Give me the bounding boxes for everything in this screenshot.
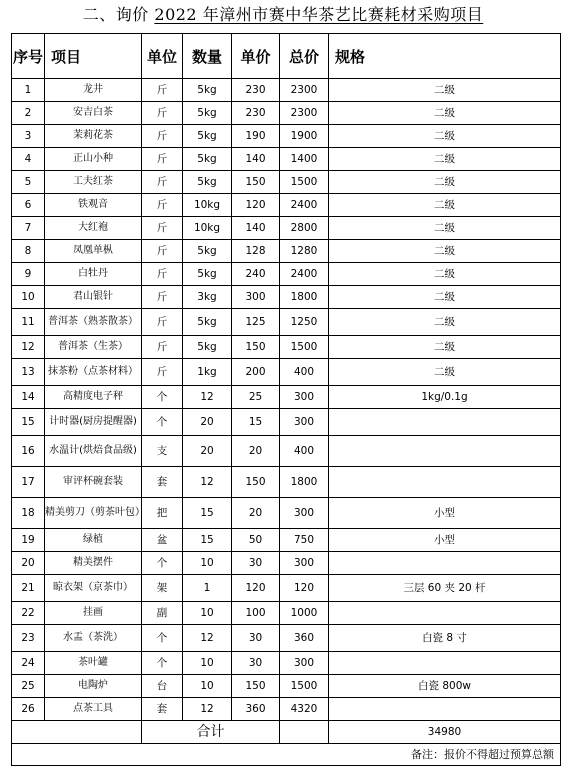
cell-item: 君山银针 [45, 286, 142, 309]
cell-unit: 台 [142, 675, 183, 698]
cell-qty: 1 [183, 575, 232, 602]
cell-unit: 斤 [142, 359, 183, 386]
cell-total: 1250 [280, 309, 329, 336]
table-row [12, 171, 561, 194]
cell-price: 140 [232, 148, 280, 171]
cell-price: 120 [232, 194, 280, 217]
cell-no: 20 [12, 552, 45, 575]
cell-total: 300 [280, 498, 329, 529]
cell-total: 2300 [280, 79, 329, 102]
cell-spec: 白瓷 800w [329, 675, 561, 698]
cell-total: 2800 [280, 217, 329, 240]
total-blank-2 [280, 721, 329, 744]
header-total: 总价 [280, 34, 329, 79]
cell-spec: 二级 [329, 194, 561, 217]
table-row [12, 194, 561, 217]
cell-unit: 套 [142, 467, 183, 498]
cell-total: 2300 [280, 102, 329, 125]
cell-qty: 12 [183, 467, 232, 498]
table-row [12, 359, 561, 386]
document-title [0, 2, 566, 25]
cell-item: 抹茶粉（点茶材料） [45, 359, 142, 386]
cell-no: 5 [12, 171, 45, 194]
cell-spec: 小型 [329, 529, 561, 552]
cell-no: 17 [12, 467, 45, 498]
table-row [12, 102, 561, 125]
cell-qty: 20 [183, 409, 232, 436]
table-row [12, 286, 561, 309]
cell-price: 125 [232, 309, 280, 336]
cell-spec [329, 602, 561, 625]
cell-price: 150 [232, 336, 280, 359]
cell-spec: 小型 [329, 498, 561, 529]
total-label: 合计 [142, 721, 280, 744]
cell-total: 2400 [280, 194, 329, 217]
cell-unit: 斤 [142, 240, 183, 263]
cell-total: 4320 [280, 698, 329, 721]
cell-qty: 10 [183, 652, 232, 675]
cell-no: 4 [12, 148, 45, 171]
cell-no: 11 [12, 309, 45, 336]
cell-unit: 斤 [142, 125, 183, 148]
cell-no: 12 [12, 336, 45, 359]
cell-spec: 二级 [329, 125, 561, 148]
cell-unit: 斤 [142, 148, 183, 171]
cell-price: 50 [232, 529, 280, 552]
cell-item: 凤凰单枞 [45, 240, 142, 263]
cell-item: 精美剪刀（剪茶叶包） [45, 498, 142, 529]
cell-qty: 5kg [183, 263, 232, 286]
note-row [12, 744, 561, 766]
cell-no: 9 [12, 263, 45, 286]
cell-qty: 5kg [183, 102, 232, 125]
cell-price: 240 [232, 263, 280, 286]
table-row [12, 240, 561, 263]
cell-total: 300 [280, 652, 329, 675]
cell-no: 18 [12, 498, 45, 529]
table-row [12, 386, 561, 409]
cell-total: 1000 [280, 602, 329, 625]
cell-no: 1 [12, 79, 45, 102]
table-row [12, 309, 561, 336]
cell-unit: 个 [142, 652, 183, 675]
cell-price: 150 [232, 467, 280, 498]
cell-total: 1800 [280, 467, 329, 498]
cell-item: 茉莉花茶 [45, 125, 142, 148]
cell-spec: 二级 [329, 359, 561, 386]
table-row [12, 409, 561, 436]
cell-no: 16 [12, 436, 45, 467]
cell-total: 300 [280, 552, 329, 575]
cell-spec: 二级 [329, 148, 561, 171]
cell-item: 晾衣架（京茶巾） [45, 575, 142, 602]
cell-no: 26 [12, 698, 45, 721]
cell-no: 8 [12, 240, 45, 263]
cell-item: 挂画 [45, 602, 142, 625]
table-row [12, 625, 561, 652]
cell-item: 计时器(厨房提醒器) [45, 409, 142, 436]
cell-price: 140 [232, 217, 280, 240]
cell-total: 1400 [280, 148, 329, 171]
cell-no: 22 [12, 602, 45, 625]
cell-spec [329, 409, 561, 436]
cell-total: 1500 [280, 336, 329, 359]
cell-unit: 架 [142, 575, 183, 602]
cell-spec: 三层 60 夹 20 杆 [329, 575, 561, 602]
cell-no: 3 [12, 125, 45, 148]
total-value: 34980 [329, 721, 561, 744]
table-row [12, 436, 561, 467]
cell-item: 水温计(烘焙食品级) [45, 436, 142, 467]
cell-price: 20 [232, 498, 280, 529]
cell-spec: 二级 [329, 171, 561, 194]
cell-total: 1500 [280, 171, 329, 194]
note: 备注：报价不得超过预算总额 [12, 744, 561, 766]
cell-no: 25 [12, 675, 45, 698]
cell-qty: 10kg [183, 194, 232, 217]
cell-price: 30 [232, 625, 280, 652]
cell-spec: 二级 [329, 286, 561, 309]
cell-qty: 10 [183, 552, 232, 575]
cell-total: 1500 [280, 675, 329, 698]
cell-item: 审评杯碗套装 [45, 467, 142, 498]
cell-spec: 二级 [329, 336, 561, 359]
cell-unit: 斤 [142, 336, 183, 359]
cell-unit: 个 [142, 625, 183, 652]
cell-no: 21 [12, 575, 45, 602]
cell-unit: 把 [142, 498, 183, 529]
cell-unit: 斤 [142, 79, 183, 102]
cell-unit: 套 [142, 698, 183, 721]
cell-no: 2 [12, 102, 45, 125]
cell-item: 普洱茶（熟茶散茶） [45, 309, 142, 336]
cell-qty: 10 [183, 675, 232, 698]
cell-no: 6 [12, 194, 45, 217]
cell-qty: 5kg [183, 79, 232, 102]
title-prefix: 二、询价 [82, 5, 155, 24]
table-row [12, 79, 561, 102]
cell-item: 安吉白茶 [45, 102, 142, 125]
table-row [12, 698, 561, 721]
cell-item: 白牡丹 [45, 263, 142, 286]
table-row [12, 675, 561, 698]
cell-qty: 5kg [183, 171, 232, 194]
header-qty: 数量 [183, 34, 232, 79]
cell-total: 300 [280, 386, 329, 409]
cell-item: 铁观音 [45, 194, 142, 217]
cell-qty: 15 [183, 498, 232, 529]
cell-item: 工夫红茶 [45, 171, 142, 194]
cell-unit: 支 [142, 436, 183, 467]
cell-total: 1800 [280, 286, 329, 309]
cell-price: 25 [232, 386, 280, 409]
cell-price: 300 [232, 286, 280, 309]
cell-item: 绿植 [45, 529, 142, 552]
table-row [12, 467, 561, 498]
cell-unit: 斤 [142, 171, 183, 194]
table-row [12, 575, 561, 602]
cell-qty: 5kg [183, 336, 232, 359]
cell-price: 150 [232, 171, 280, 194]
cell-spec: 1kg/0.1g [329, 386, 561, 409]
cell-no: 15 [12, 409, 45, 436]
table-row [12, 552, 561, 575]
cell-price: 100 [232, 602, 280, 625]
cell-qty: 5kg [183, 309, 232, 336]
cell-unit: 斤 [142, 309, 183, 336]
cell-item: 精美摆件 [45, 552, 142, 575]
cell-qty: 5kg [183, 240, 232, 263]
cell-item: 点茶工具 [45, 698, 142, 721]
cell-qty: 3kg [183, 286, 232, 309]
cell-item: 正山小种 [45, 148, 142, 171]
cell-no: 14 [12, 386, 45, 409]
cell-qty: 10 [183, 602, 232, 625]
table-body [12, 79, 561, 721]
cell-total: 360 [280, 625, 329, 652]
table-row [12, 529, 561, 552]
total-blank [12, 721, 142, 744]
cell-total: 400 [280, 436, 329, 467]
cell-qty: 12 [183, 698, 232, 721]
cell-spec [329, 467, 561, 498]
cell-total: 1900 [280, 125, 329, 148]
cell-qty: 12 [183, 625, 232, 652]
cell-item: 水盂（茶洗） [45, 625, 142, 652]
cell-unit: 斤 [142, 217, 183, 240]
cell-total: 750 [280, 529, 329, 552]
cell-price: 360 [232, 698, 280, 721]
table-row [12, 336, 561, 359]
cell-spec [329, 552, 561, 575]
cell-price: 20 [232, 436, 280, 467]
cell-spec [329, 436, 561, 467]
cell-price: 190 [232, 125, 280, 148]
cell-unit: 斤 [142, 286, 183, 309]
table-row [12, 217, 561, 240]
cell-unit: 个 [142, 386, 183, 409]
table-row [12, 652, 561, 675]
procurement-table [11, 33, 561, 766]
header-price: 单价 [232, 34, 280, 79]
cell-no: 10 [12, 286, 45, 309]
cell-unit: 斤 [142, 263, 183, 286]
cell-item: 电陶炉 [45, 675, 142, 698]
cell-unit: 斤 [142, 194, 183, 217]
header-spec: 规格 [329, 34, 561, 79]
cell-price: 30 [232, 552, 280, 575]
cell-spec [329, 698, 561, 721]
cell-qty: 1kg [183, 359, 232, 386]
cell-price: 128 [232, 240, 280, 263]
cell-price: 15 [232, 409, 280, 436]
cell-price: 150 [232, 675, 280, 698]
cell-spec: 二级 [329, 240, 561, 263]
title-main: 2022 年漳州市赛中华茶艺比赛耗材采购项目 [154, 5, 484, 24]
cell-price: 30 [232, 652, 280, 675]
cell-price: 230 [232, 79, 280, 102]
cell-qty: 10kg [183, 217, 232, 240]
header-unit: 单位 [142, 34, 183, 79]
cell-qty: 20 [183, 436, 232, 467]
cell-spec: 白瓷 8 寸 [329, 625, 561, 652]
cell-qty: 15 [183, 529, 232, 552]
cell-unit: 盆 [142, 529, 183, 552]
cell-total: 400 [280, 359, 329, 386]
total-row [12, 721, 561, 744]
cell-total: 1280 [280, 240, 329, 263]
cell-item: 茶叶罐 [45, 652, 142, 675]
table-row [12, 263, 561, 286]
cell-no: 13 [12, 359, 45, 386]
cell-spec [329, 652, 561, 675]
table-header-row [12, 34, 561, 79]
cell-qty: 12 [183, 386, 232, 409]
cell-spec: 二级 [329, 217, 561, 240]
cell-price: 120 [232, 575, 280, 602]
cell-item: 普洱茶（生茶） [45, 336, 142, 359]
cell-item: 大红袍 [45, 217, 142, 240]
cell-total: 300 [280, 409, 329, 436]
cell-qty: 5kg [183, 148, 232, 171]
cell-spec: 二级 [329, 79, 561, 102]
table-row [12, 148, 561, 171]
table-row [12, 125, 561, 148]
cell-no: 24 [12, 652, 45, 675]
header-item: 项目 [45, 34, 142, 79]
cell-no: 23 [12, 625, 45, 652]
cell-unit: 个 [142, 552, 183, 575]
cell-unit: 斤 [142, 102, 183, 125]
cell-item: 高精度电子秤 [45, 386, 142, 409]
cell-price: 200 [232, 359, 280, 386]
cell-price: 230 [232, 102, 280, 125]
cell-spec: 二级 [329, 102, 561, 125]
table-row [12, 602, 561, 625]
table-row [12, 498, 561, 529]
cell-unit: 个 [142, 409, 183, 436]
header-no: 序号 [12, 34, 45, 79]
cell-no: 7 [12, 217, 45, 240]
cell-total: 2400 [280, 263, 329, 286]
cell-no: 19 [12, 529, 45, 552]
cell-item: 龙井 [45, 79, 142, 102]
cell-unit: 副 [142, 602, 183, 625]
cell-total: 120 [280, 575, 329, 602]
cell-qty: 5kg [183, 125, 232, 148]
cell-spec: 二级 [329, 263, 561, 286]
cell-spec: 二级 [329, 309, 561, 336]
